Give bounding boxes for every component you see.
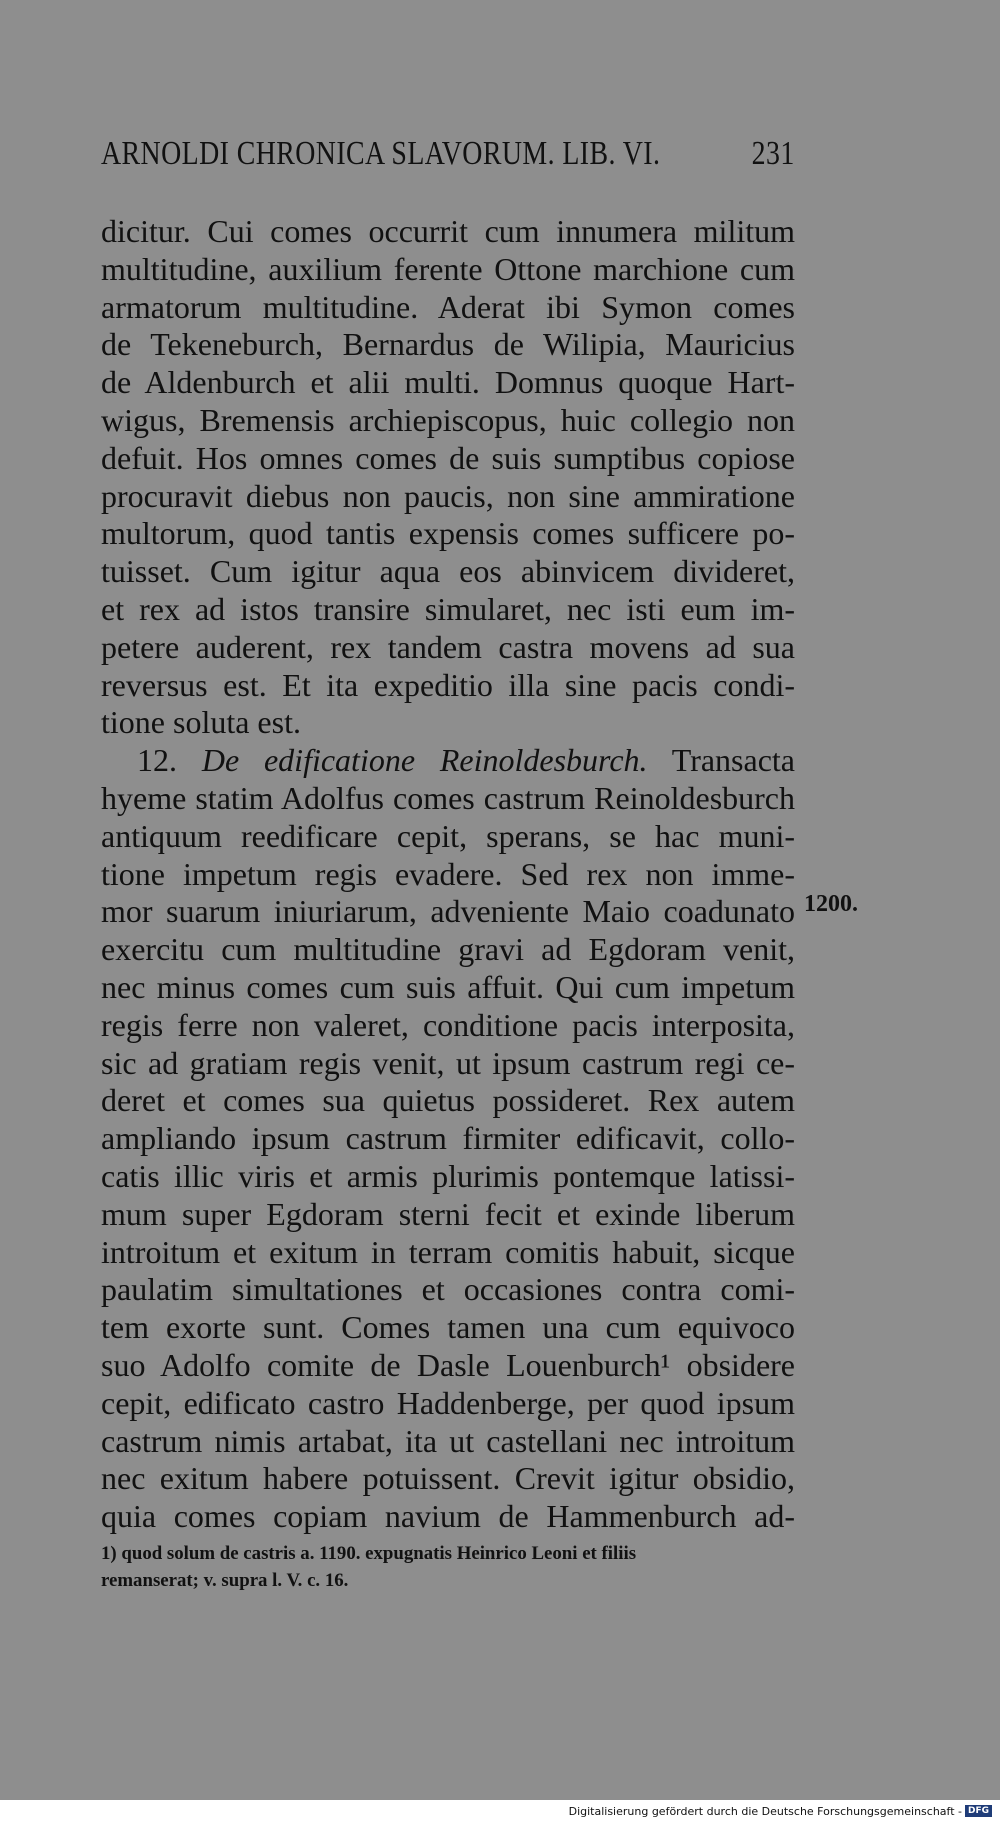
text-line: tem exorte sunt. Comes tamen una cum equivoco	[101, 1309, 795, 1346]
page-number: 231	[751, 135, 795, 172]
section-heading-line	[101, 742, 795, 780]
text-line: multitudine, auxilium ferente Ottone marchione cum	[101, 250, 795, 287]
text-line: paulatim simultationes et occasiones contra comi-	[101, 1271, 795, 1308]
text-line: castrum nimis artabat, ita ut castellani nec introitum	[101, 1422, 795, 1459]
text-line: regis ferre non valeret, conditione pacis interposita,	[101, 1006, 795, 1043]
text-line: tuisset. Cum igitur aqua eos abinvicem divideret,	[101, 553, 795, 590]
text-line: cepit, edificato castro Haddenberge, per quod ipsum	[101, 1384, 795, 1421]
text-line: suo Adolfo comite de Dasle Louenburch¹ obsidere	[101, 1346, 795, 1383]
section-heading: De edificatione Reinoldesburch.	[201, 742, 648, 779]
text-line: de Aldenburch et alii multi. Domnus quoque Hart-	[101, 364, 795, 401]
text-line: de Tekeneburch, Bernardus de Wilipia, Mauricius	[101, 326, 795, 363]
footnote	[101, 1540, 801, 1594]
marginal-year: 1200.	[804, 891, 858, 917]
text-line: dicitur. Cui comes occurrit cum innumera militum	[101, 213, 795, 249]
running-header	[101, 134, 795, 174]
body-text	[101, 213, 795, 1536]
section-number: 12.	[137, 742, 177, 779]
running-title: ARNOLDI CHRONICA SLAVORUM. LIB. VI.	[101, 135, 661, 172]
footnote-line: remanserat; v. supra l. V. c. 16.	[101, 1570, 349, 1591]
text-line: multorum, quod tantis expensis comes sufficere po-	[101, 515, 795, 552]
text-line: nec exitum habere potuissent. Crevit igitur obsidio,	[101, 1460, 795, 1497]
text-line: petere auderent, rex tandem castra movens ad sua	[101, 628, 795, 665]
text-line: quia comes copiam navium de Hammenburch ad-	[101, 1498, 795, 1535]
text-line: reversus est. Et ita expeditio illa sine pacis condi-	[101, 666, 795, 703]
section-first-words: Transacta	[671, 742, 795, 779]
text-line: et rex ad istos transire simularet, nec isti eum im-	[101, 590, 795, 627]
text-line: mum super Egdoram sterni fecit et exinde liberum	[101, 1195, 795, 1232]
text-line: sic ad gratiam regis venit, ut ipsum castrum regi ce-	[101, 1044, 795, 1081]
text-line: mor suarum iniuriarum, adveniente Maio coadunato	[101, 893, 795, 930]
text-line: procuravit diebus non paucis, non sine ammiratione	[101, 477, 795, 514]
text-line: tione impetum regis evadere. Sed rex non imme-	[101, 855, 795, 892]
text-line: antiquum reedificare cepit, sperans, se hac muni-	[101, 817, 795, 854]
text-line: catis illic viris et armis plurimis pontemque latissi-	[101, 1157, 795, 1194]
text-line: hyeme statim Adolfus comes castrum Reinoldesburch	[101, 779, 795, 816]
text-line: deret et comes sua quietus possideret. Rex autem	[101, 1082, 795, 1119]
text-line: nec minus comes cum suis affuit. Qui cum impetum	[101, 968, 795, 1005]
footer-credit: Digitalisierung gefördert durch die Deutsche Forschungsgemeinschaft -	[568, 1804, 962, 1818]
text-line: defuit. Hos omnes comes de suis sumptibus copiose	[101, 439, 795, 476]
dfg-logo: DFG	[965, 1805, 992, 1817]
footnote-line: 1) quod solum de castris a. 1190. expugnatis Heinrico Leoni et filiis	[101, 1543, 637, 1564]
text-line: exercitu cum multitudine gravi ad Egdoram venit,	[101, 931, 795, 968]
text-line: ampliando ipsum castrum firmiter edificavit, collo-	[101, 1120, 795, 1157]
text-line: armatorum multitudine. Aderat ibi Symon comes	[101, 288, 795, 325]
text-line: introitum et exitum in terram comitis habuit, sicque	[101, 1233, 795, 1270]
digitization-footer	[0, 1800, 1000, 1822]
text-line: wigus, Bremensis archiepiscopus, huic collegio non	[101, 401, 795, 438]
text-line: tione soluta est.	[101, 704, 301, 741]
